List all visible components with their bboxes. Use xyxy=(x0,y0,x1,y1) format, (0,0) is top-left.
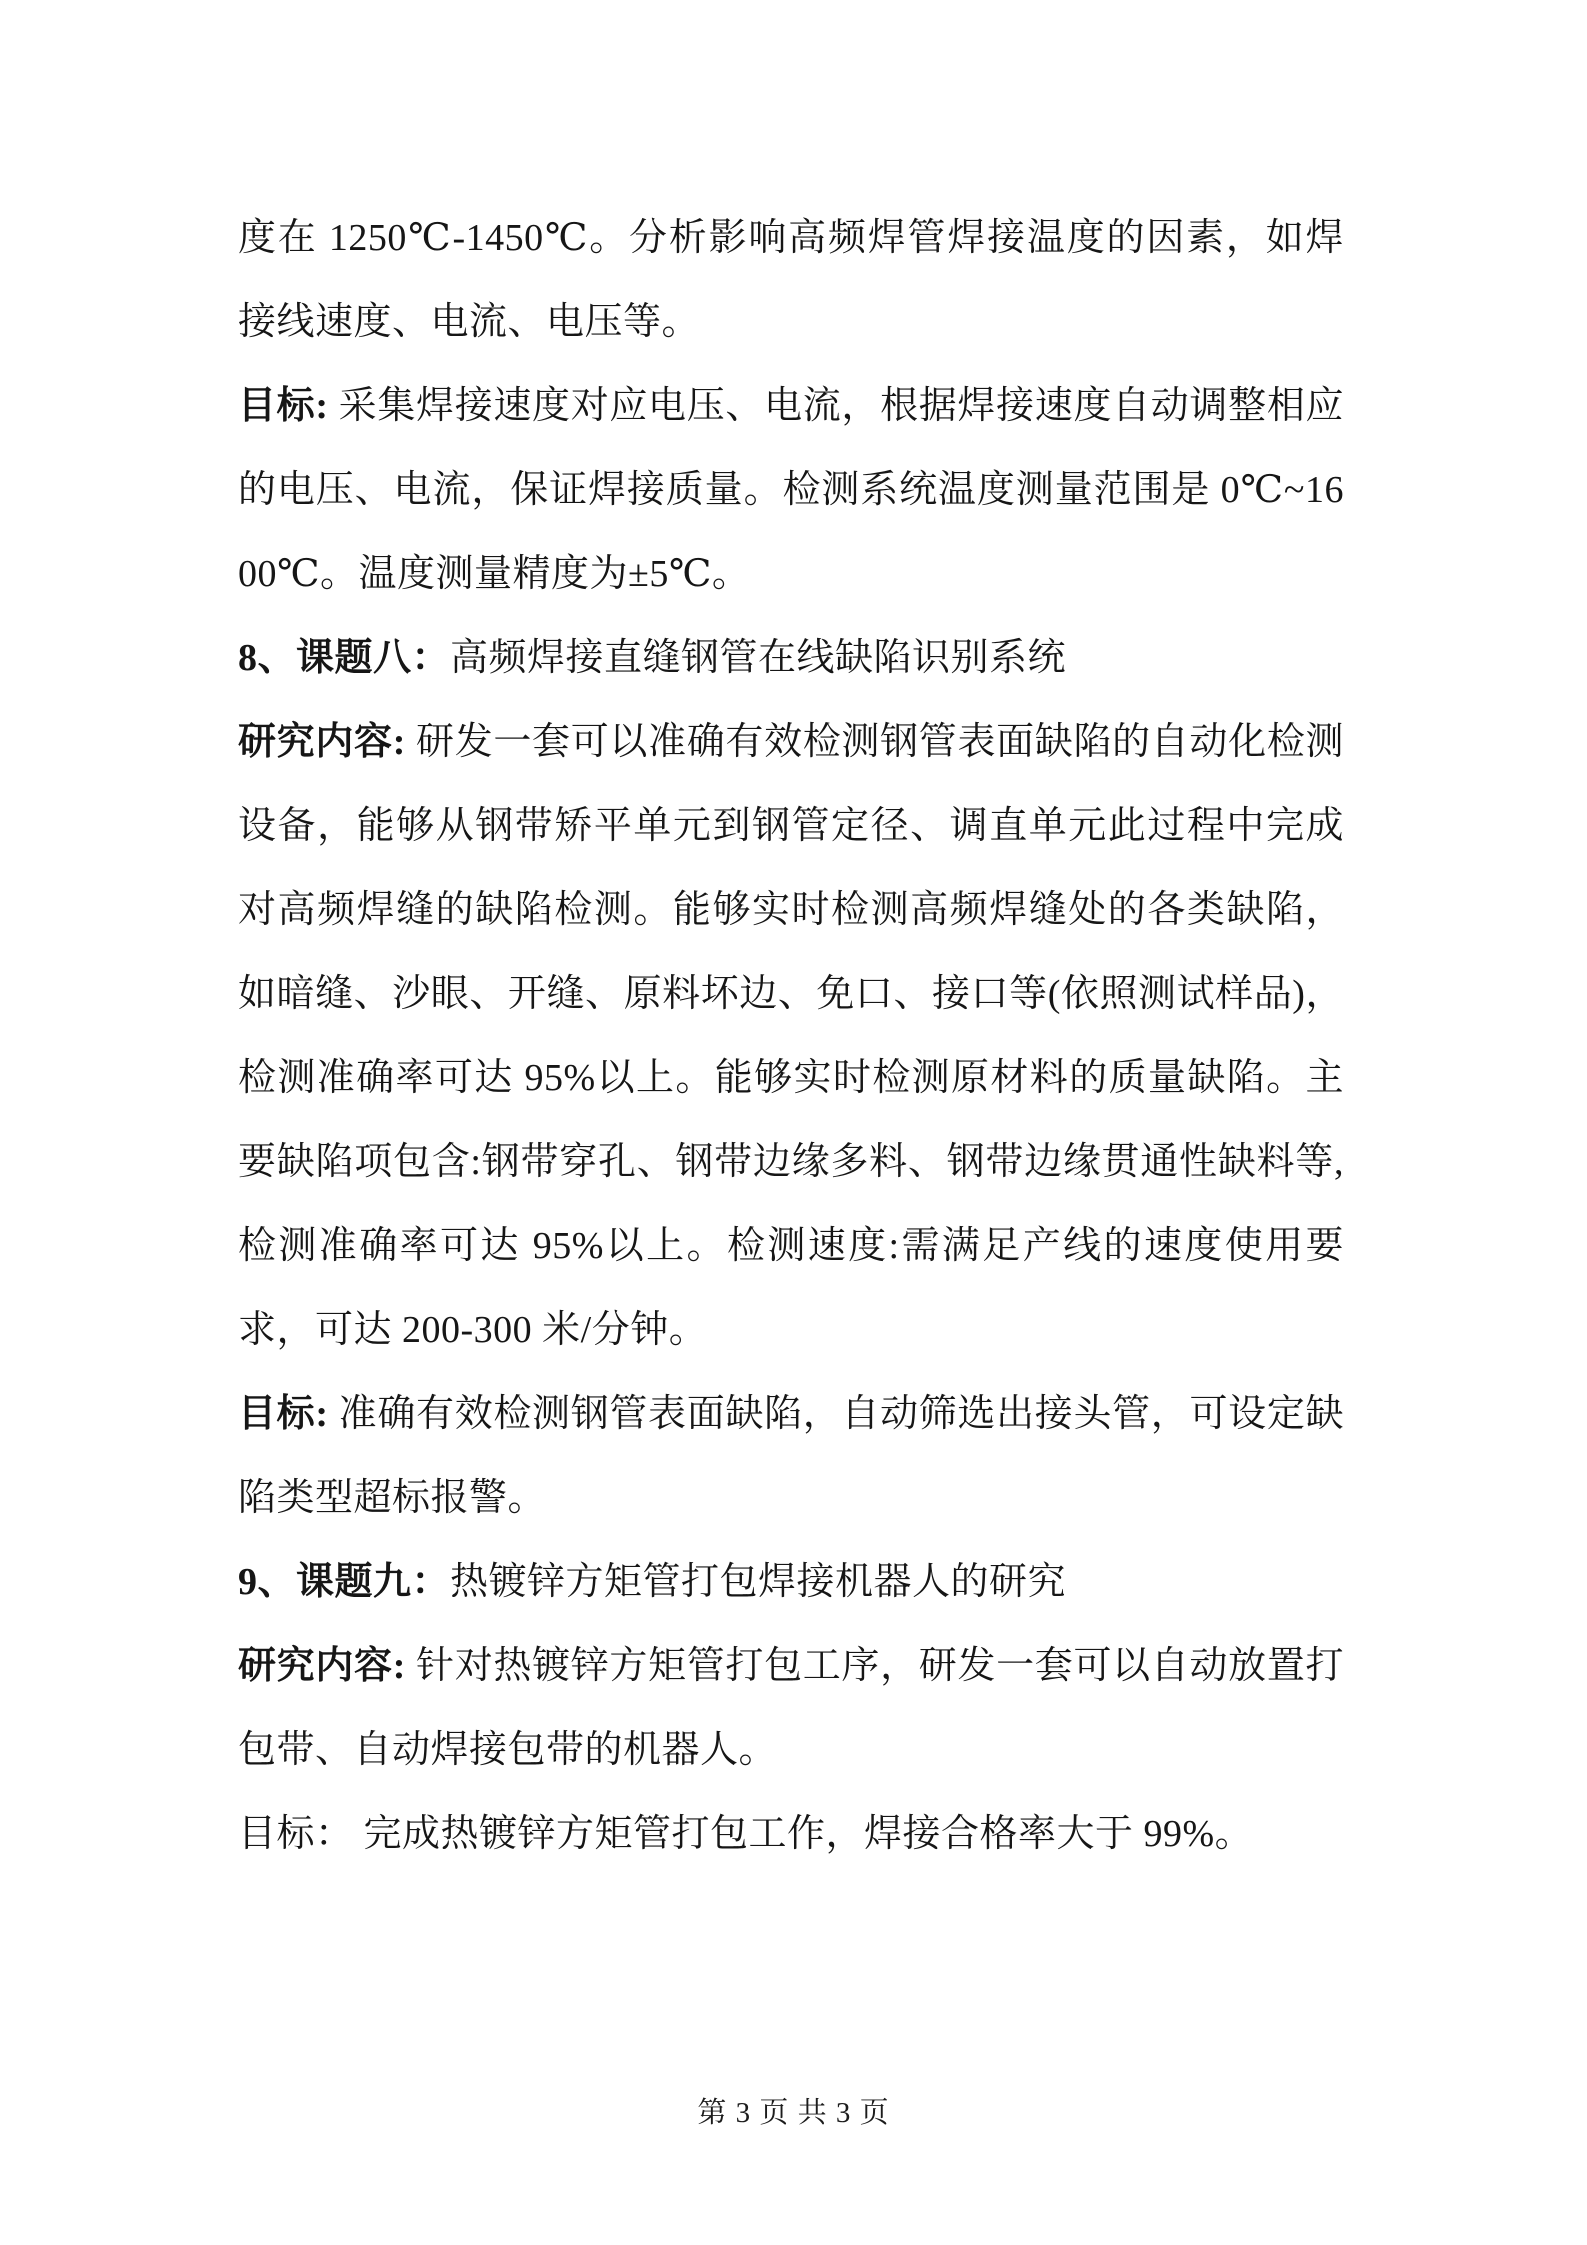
topic-9-heading xyxy=(238,1540,1344,1624)
paragraph-lead: 目标: xyxy=(238,385,329,427)
paragraph-text: 采集焊接速度对应电压、电流，根据焊接速度自动调整相应的电压、电流，保证焊接质量。检测系统温度测量范围是 0℃~1600℃。温度测量精度为±5℃。 xyxy=(238,385,1344,595)
paragraph-lead: 8、课题八： xyxy=(238,637,451,679)
paragraph-topic8-goal xyxy=(238,1372,1344,1540)
paragraph-text: 准确有效检测钢管表面缺陷，自动筛选出接头管，可设定缺陷类型超标报警。 xyxy=(238,1393,1344,1519)
paragraph-text: 研发一套可以准确有效检测钢管表面缺陷的自动化检测设备，能够从钢带矫平单元到钢管定径、调直单元此过程中完成对高频焊缝的缺陷检测。能够实时检测高频焊缝处的各类缺陷，如暗缝、沙眼、开缝、原料坏边、免口、接口等(依照测试样品)，检测准确率可达 95%以上。能够实时检测原材料的质量缺陷。主要缺陷项包含:钢带穿孔、钢带边缘多料、钢带边缘贯通性缺料等,检测准确率可达 95%以上。检测速度:需满足产线的速度使用要求，可达 200-300 米/分钟。 xyxy=(238,721,1345,1351)
paragraph-continuation-topic7 xyxy=(238,196,1344,364)
paragraph-text: 热镀锌方矩管打包焊接机器人的研究 xyxy=(450,1561,1067,1603)
paragraph-lead: 研究内容: xyxy=(238,721,406,763)
paragraph-text: 度在 1250℃-1450℃。分析影响高频焊管焊接温度的因素，如焊接线速度、电流、电压等。 xyxy=(238,217,1344,343)
paragraph-lead: 目标: xyxy=(238,1393,329,1435)
paragraph-text: 针对热镀锌方矩管打包工序，研发一套可以自动放置打包带、自动焊接包带的机器人。 xyxy=(238,1645,1345,1771)
paragraph-lead: 研究内容: xyxy=(238,1645,406,1687)
paragraph-topic9-research-content xyxy=(238,1624,1344,1792)
paragraph-topic9-goal xyxy=(238,1792,1344,1876)
document-body xyxy=(238,196,1344,1876)
paragraph-lead: 9、课题九： xyxy=(238,1561,451,1603)
paragraph-text: 目标： 完成热镀锌方矩管打包工作，焊接合格率大于 99%。 xyxy=(238,1813,1254,1855)
paragraph-text: 高频焊接直缝钢管在线缺陷识别系统 xyxy=(450,637,1067,679)
topic-8-heading xyxy=(238,616,1344,700)
paragraph-topic8-research-content xyxy=(238,700,1344,1372)
paragraph-topic7-goal xyxy=(238,364,1344,616)
page-number: 第 3 页 共 3 页 xyxy=(697,2097,890,2129)
